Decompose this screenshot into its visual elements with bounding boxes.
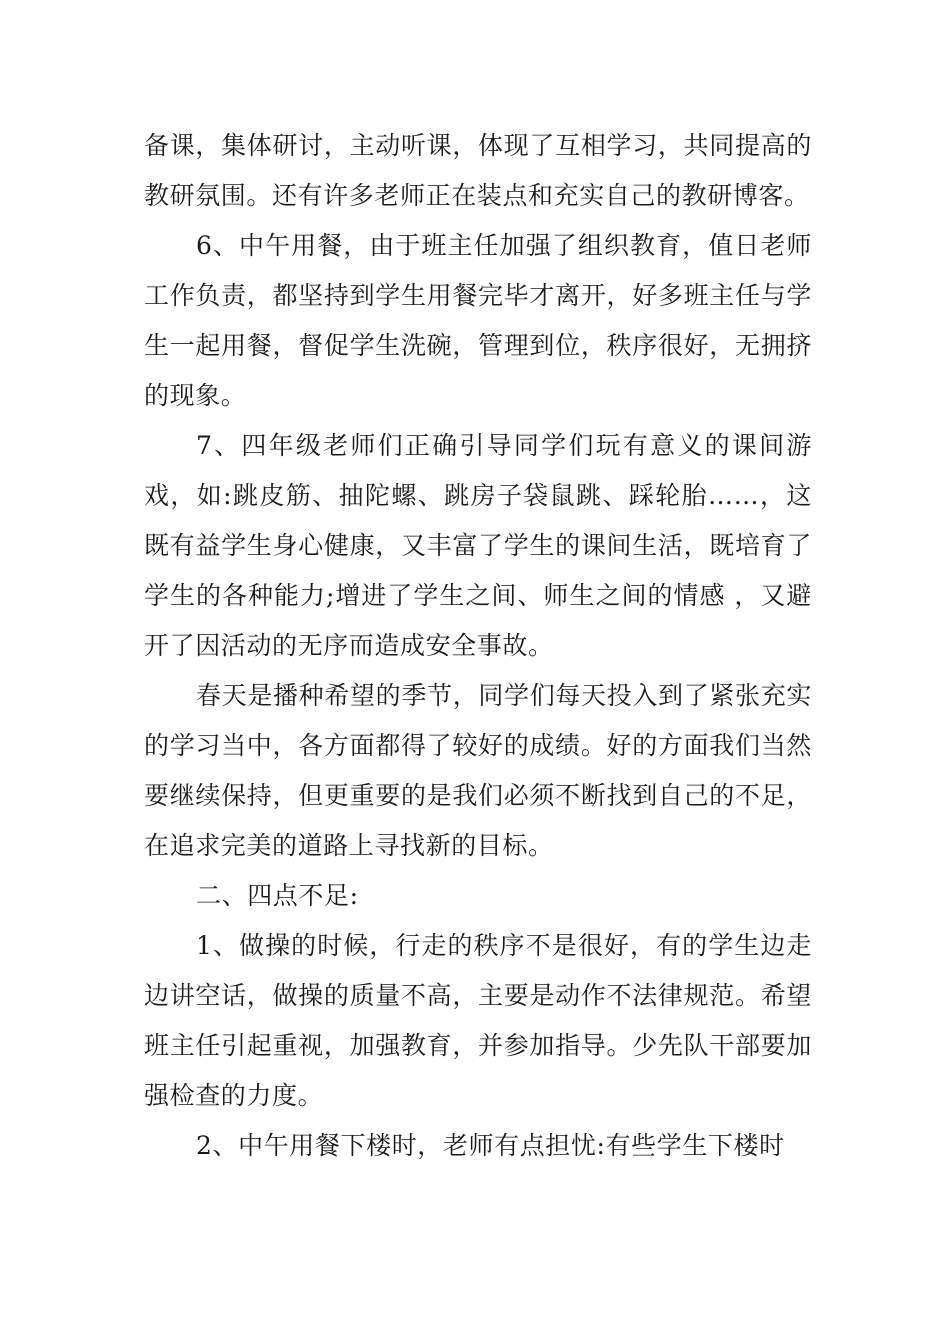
- paragraph-4: 春天是播种希望的季节，同学们每天投入到了紧张充实的学习当中，各方面都得了较好的成绩。好的方面我们当然要继续保持，但更重要的是我们必须不断找到自己的不足，在追求完美的道路上寻找新的目标。: [144, 681, 812, 860]
- paragraph-5: 1、做操的时候，行走的秩序不是很好，有的学生边走边讲空话，做操的质量不高，主要是动作不法律规范。希望班主任引起重视，加强教育，并参加指导。少先队干部要加强检查的力度。: [144, 931, 812, 1110]
- paragraph-1: 备课，集体研讨，主动听课，体现了互相学习，共同提高的教研氛围。还有许多老师正在装点和充实自己的教研博客。: [144, 131, 812, 210]
- paragraph-3: 7、四年级老师们正确引导同学们玩有意义的课间游戏，如:跳皮筋、抽陀螺、跳房子袋鼠跳、踩轮胎……，这既有益学生身心健康，又丰富了学生的课间生活，既培育了学生的各种能力;增进了学生之间、师生之间的情感 ，又避开了因活动的无序而造成安全事故。: [144, 431, 812, 660]
- body-text: [144, 121, 812, 1171]
- paragraph-2: 6、中午用餐，由于班主任加强了组织教育，值日老师工作负责，都坚持到学生用餐完毕才离开，好多班主任与学生一起用餐，督促学生洗碗，管理到位，秩序很好，无拥挤的现象。: [144, 231, 812, 410]
- paragraph-6: 2、中午用餐下楼时，老师有点担忧:有些学生下楼时: [196, 1131, 785, 1160]
- section-heading: 二、四点不足:: [196, 881, 359, 910]
